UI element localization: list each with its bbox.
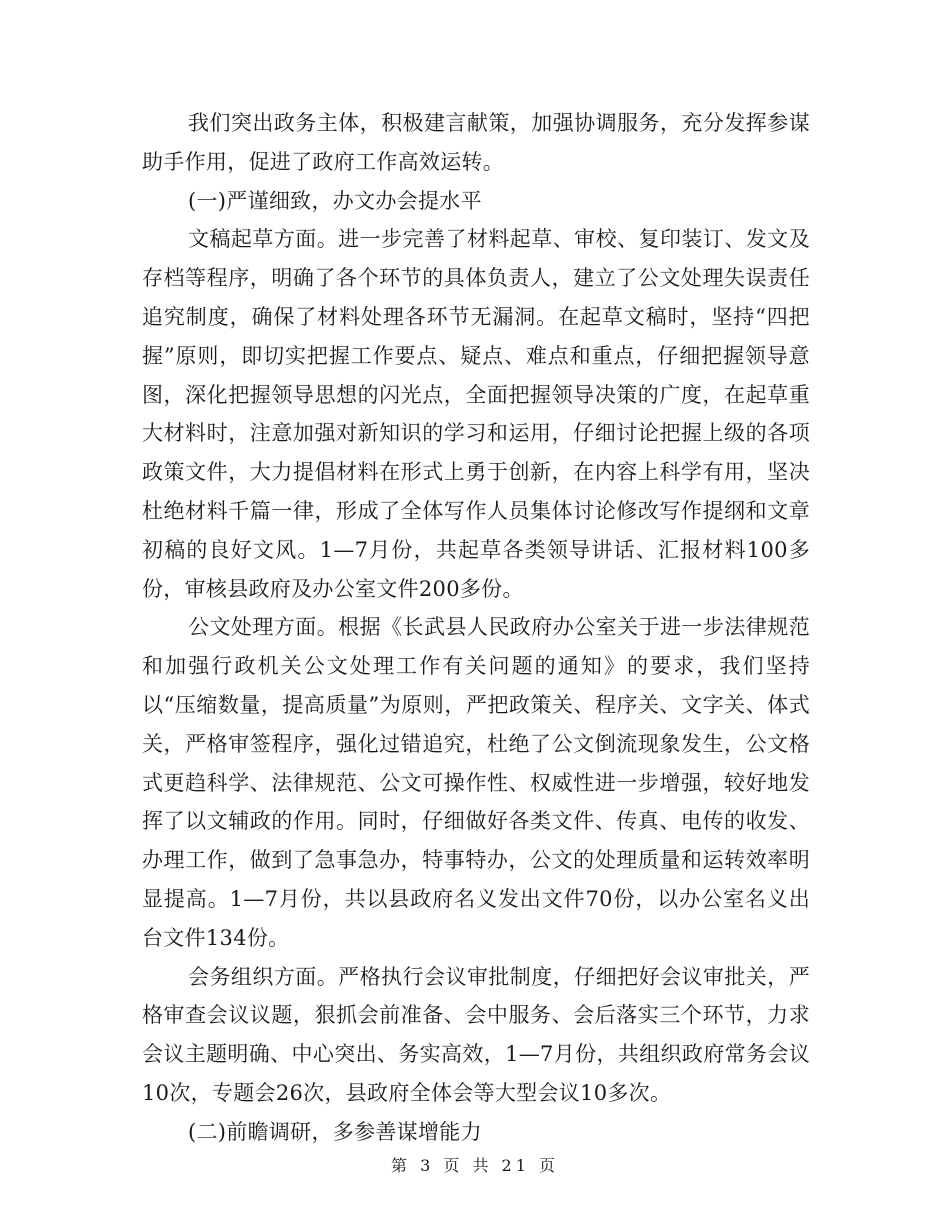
meeting-organization-paragraph: 会务组织方面。严格执行会议审批制度，仔细把好会议审批关，严格审查会议议题，狠抓会前准备、会中服务、会后落实三个环节，力求会议主题明确、中心突出、务实高效，1—7月份，共组织政府常务会议10次，专题会26次，县政府全体会等大型会议10多次。 <box>142 964 810 1105</box>
page-footer: 第 3 页 共 21 页 <box>391 1156 559 1175</box>
document-body <box>142 104 810 1152</box>
section-heading-2: (二)前瞻调研，多参善谋增能力 <box>188 1119 482 1144</box>
section-heading-1: (一)严谨细致，办文办会提水平 <box>188 188 482 213</box>
document-processing-paragraph: 公文处理方面。根据《长武县人民政府办公室关于进一步法律规范和加强行政机关公文处理工作有关问题的通知》的要求，我们坚持以“压缩数量，提高质量”为原则，严把政策关、程序关、文字关、体式关，严格审签程序，强化过错追究，杜绝了公文倒流现象发生，公文格式更趋科学、法律规范、公文可操作性、权威性进一步增强，较好地发挥了以文辅政的作用。同时，仔细做好各类文件、传真、电传的收发、办理工作，做到了急事急办，特事特办，公文的处理质量和运转效率明显提高。1—7月份，共以县政府名义发出文件70份，以办公室名义出台文件134份。 <box>142 615 810 950</box>
intro-paragraph: 我们突出政务主体，积极建言献策，加强协调服务，充分发挥参谋助手作用，促进了政府工作高效运转。 <box>142 111 810 174</box>
drafting-paragraph: 文稿起草方面。进一步完善了材料起草、审校、复印装订、发文及存档等程序，明确了各个环节的具体负责人，建立了公文处理失误责任追究制度，确保了材料处理各环节无漏洞。在起草文稿时，坚持“四把握”原则，即切实把握工作要点、疑点、难点和重点，仔细把握领导意图，深化把握领导思想的闪光点，全面把握领导决策的广度，在起草重大材料时，注意加强对新知识的学习和运用，仔细讨论把握上级的各项政策文件，大力提倡材料在形式上勇于创新，在内容上科学有用，坚决杜绝材料千篇一律，形成了全体写作人员集体讨论修改写作提纲和文章初稿的良好文风。1—7月份，共起草各类领导讲话、汇报材料100多份，审核县政府及办公室文件200多份。 <box>142 227 810 601</box>
